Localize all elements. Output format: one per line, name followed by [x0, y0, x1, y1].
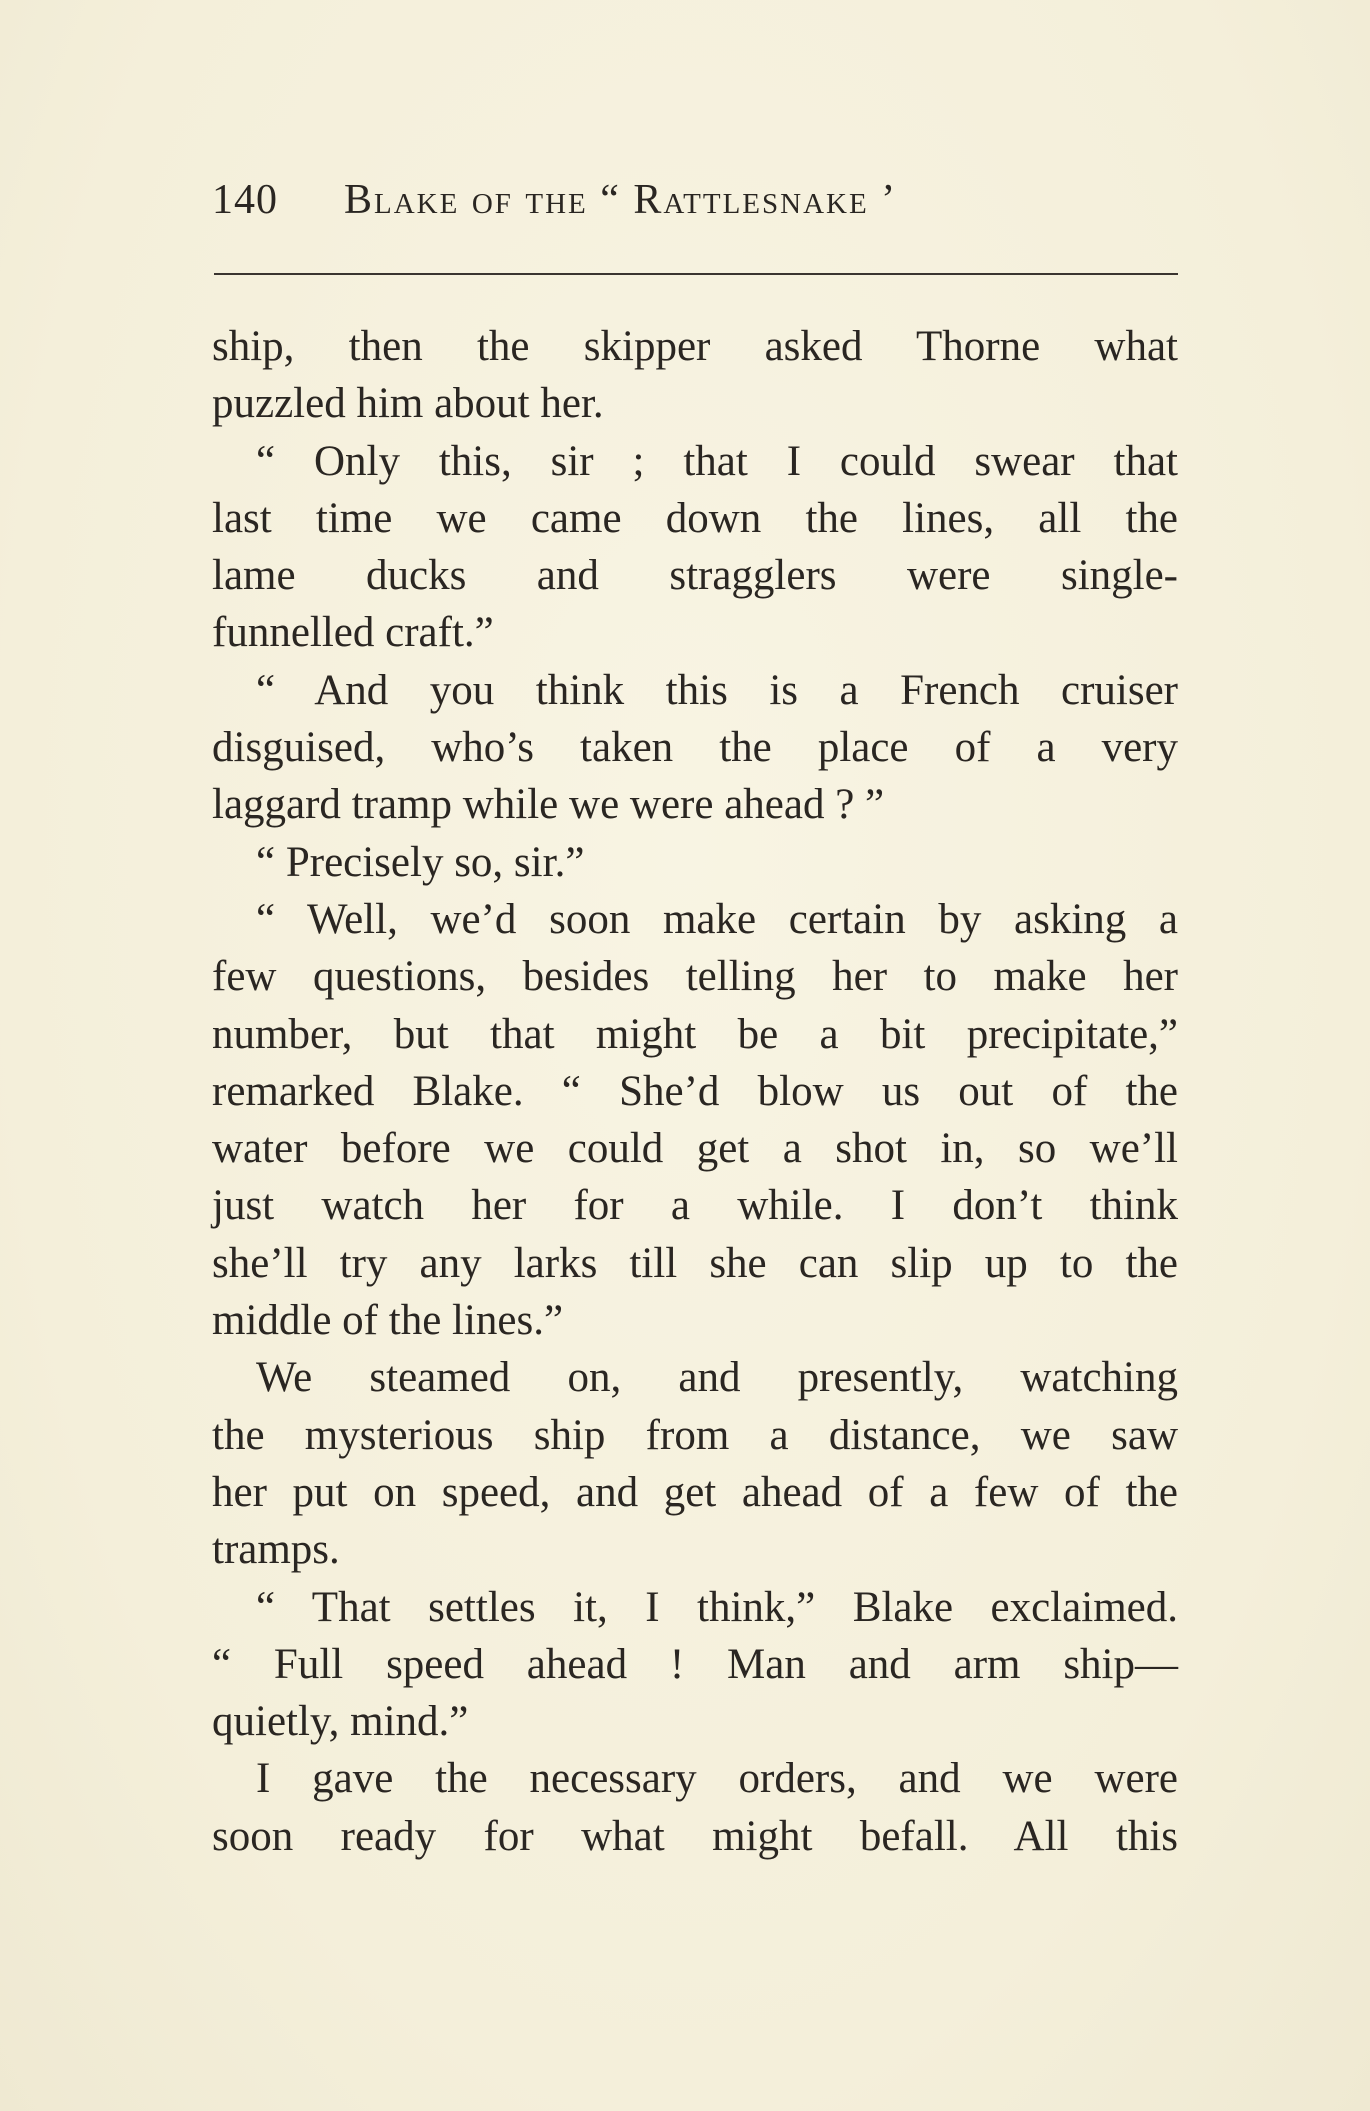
text-line: “ Precisely so, sir.” [256, 838, 585, 886]
text-line: quietly, mind.” [212, 1698, 469, 1746]
page-number: 140 [212, 177, 278, 223]
text-line: middle of the lines.” [212, 1297, 564, 1345]
text-line: last time we came down the lines, all the [212, 494, 1178, 542]
text-line: few questions, besides telling her to make her [212, 953, 1178, 1001]
text-line: puzzled him about her. [212, 380, 604, 428]
text-line: the mysterious ship from a distance, we saw [212, 1411, 1178, 1459]
text-line: lame ducks and stragglers were single- [212, 552, 1178, 600]
text-line: “ Only this, sir ; that I could swear that [256, 437, 1178, 485]
header-rule [214, 273, 1178, 275]
text-line: remarked Blake. “ She’d blow us out of the [212, 1067, 1178, 1115]
text-line: just watch her for a while. I don’t think [212, 1182, 1178, 1230]
text-line: “ And you think this is a French cruiser [256, 666, 1178, 714]
running-title: Blake of the “ Rattlesnake ’ [344, 177, 898, 223]
running-header [212, 176, 1182, 232]
text-line: she’ll try any larks till she can slip up to the [212, 1239, 1178, 1287]
text-line: We steamed on, and presently, watching [256, 1354, 1178, 1402]
text-line: number, but that might be a bit precipitate,” [212, 1010, 1178, 1058]
text-line: her put on speed, and get ahead of a few of the [212, 1468, 1178, 1516]
text-line: ship, then the skipper asked Thorne what [212, 323, 1178, 370]
text-line: I gave the necessary orders, and we were [256, 1755, 1178, 1803]
text-line: water before we could get a shot in, so we’ll [212, 1125, 1178, 1173]
text-line: laggard tramp while we were ahead ? ” [212, 781, 885, 829]
text-line: tramps. [212, 1526, 340, 1574]
text-line: “ That settles it, I think,” Blake exclaimed. [256, 1583, 1178, 1631]
body-text [212, 318, 1178, 1865]
text-line: soon ready for what might befall. All this [212, 1812, 1178, 1860]
text-line: “ Well, we’d soon make certain by asking a [256, 895, 1178, 943]
text-line: “ Full speed ahead ! Man and arm ship— [212, 1640, 1178, 1688]
text-line: funnelled craft.” [212, 609, 494, 657]
text-line: disguised, who’s taken the place of a very [212, 724, 1178, 772]
